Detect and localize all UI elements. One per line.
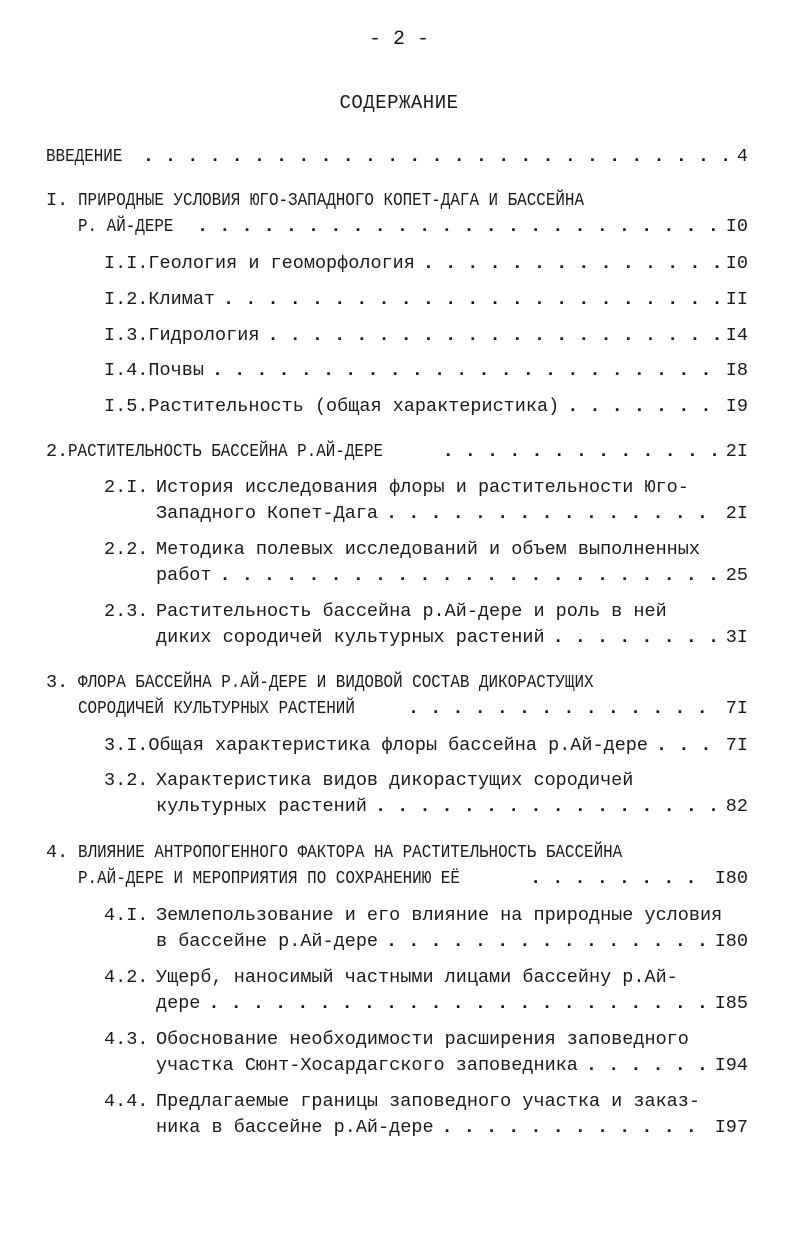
toc-entry-4-1-line2 [156,931,748,957]
page-ref: I9 [725,396,748,417]
section-number: 2.3. [104,601,149,622]
toc-entry-4-4-line1 [104,1091,748,1117]
section-number: 4.3. [104,1029,149,1050]
chapter-number: I. [46,190,69,211]
toc-entry-4-2-line1 [104,967,748,993]
chapter-title-cont: Р. АЙ-ДЕРЕ [78,216,174,237]
toc-chapter-2 [46,441,748,467]
dot-leader [586,1055,709,1076]
dot-leader [442,1117,709,1138]
toc-entry-intro [46,146,748,172]
toc-entry-4-1-line1 [104,905,748,931]
chapter-number: 3. [46,672,69,693]
toc-entry-1-2 [104,289,748,315]
section-number: 4.I. [104,905,149,926]
page-ref: 82 [725,796,748,817]
section-title: Гидрология [148,325,260,346]
dot-leader [223,289,720,310]
section-title-cont: участка Сюнт-Хосардагского заповедника [156,1055,578,1076]
chapter-title: РАСТИТЕЛЬНОСТЬ БАССЕЙНА Р.АЙ-ДЕРЕ [68,441,384,462]
dot-leader [375,796,720,817]
toc-chapter-3-line1 [46,672,748,698]
toc-entry-4-4-line2 [156,1117,748,1143]
page-ref: I85 [714,993,748,1014]
section-title-cont: культурных растений [156,796,367,817]
section-number: I.5. [104,396,149,417]
toc-entry-3-2-line2 [156,796,748,822]
section-title: Землепользование и его влияние на природные условия [156,905,723,926]
chapter-number: 2. [46,441,69,462]
dot-leader [567,396,720,417]
section-number: 2.I. [104,477,149,498]
dot-leader [143,146,731,167]
section-number: I.I. [104,253,149,274]
dot-leader [423,253,720,274]
page-ref: I0 [725,216,748,237]
section-title-cont: дере [156,993,201,1014]
dot-leader [408,698,720,719]
chapter-title-cont: СОРОДИЧЕЙ КУЛЬТУРНЫХ РАСТЕНИЙ [78,698,355,719]
chapter-title: ВЛИЯНИЕ АНТРОПОГЕННОГО ФАКТОРА НА РАСТИТЕЛЬНОСТЬ БАССЕЙНА [78,842,623,863]
toc-entry-4-2-line2 [156,993,748,1019]
page-ref: I4 [725,325,748,346]
toc-entry-4-3-line2 [156,1055,748,1081]
dot-leader [386,503,720,524]
page-ref: I80 [714,931,748,952]
section-title: Методика полевых исследований и объем выполненных [156,539,700,560]
section-title: Климат [148,289,216,310]
toc-title: СОДЕРЖАНИЕ [339,92,459,114]
chapter-title: ФЛОРА БАССЕЙНА Р.АЙ-ДЕРЕ И ВИДОВОЙ СОСТАВ ДИКОРАСТУЩИХ [78,672,594,693]
toc-entry-2-2-line2 [156,565,748,591]
section-number: 4.4. [104,1091,149,1112]
page-ref: 4 [736,146,748,167]
page-number: - 2 - [368,28,429,51]
section-title: Почвы [148,360,204,381]
page-ref: I97 [714,1117,748,1138]
section-title: Характеристика видов дикорастущих сородичей [156,770,634,791]
section-number: I.4. [104,360,149,381]
toc-entry-1-3 [104,325,748,351]
section-title-cont: диких сородичей культурных растений [156,627,545,648]
section-title: Общая характеристика флоры бассейна р.Ай-дере [148,735,649,756]
page-ref: 2I [725,441,748,462]
section-number: 4.2. [104,967,149,988]
page-ref: 2I [725,503,748,524]
toc-entry-2-2-line1 [104,539,748,565]
section-title-cont: Западного Копет-Дага [156,503,379,524]
entry-label: ВВЕДЕНИЕ [46,146,123,167]
toc-entry-4-3-line1 [104,1029,748,1055]
page-ref: I0 [725,253,748,274]
section-number: I.3. [104,325,149,346]
section-title: Растительность (общая характеристика) [148,396,560,417]
page-ref: 25 [725,565,748,586]
section-title: Геология и геоморфология [148,253,415,274]
section-title-cont: в бассейне р.Ай-дере [156,931,379,952]
section-number: 3.2. [104,770,149,791]
toc-chapter-3-line2 [78,698,748,724]
section-title: История исследования флоры и растительности Юго- [156,477,689,498]
page-ref: I80 [714,868,748,889]
dot-leader [443,441,720,462]
toc-entry-2-1-line1 [104,477,748,503]
section-number: I.2. [104,289,149,310]
toc-entry-1-5 [104,396,748,422]
section-title: Обоснование необходимости расширения заповедного [156,1029,689,1050]
section-title-cont: работ [156,565,212,586]
chapter-number: 4. [46,842,69,863]
page-ref: II [725,289,748,310]
toc-chapter-4-line2 [78,868,748,894]
toc-entry-2-1-line2 [156,503,748,529]
section-number: 2.2. [104,539,149,560]
section-title-cont: ника в бассейне р.Ай-дере [156,1117,434,1138]
section-number: 3.I. [104,735,149,756]
toc-entry-2-3-line1 [104,601,748,627]
dot-leader [656,735,720,756]
chapter-title-cont: Р.АЙ-ДЕРЕ И МЕРОПРИЯТИЯ ПО СОХРАНЕНИЮ ЕЁ [78,868,460,889]
section-title: Ущерб, наносимый частными лицами бассейну р.Ай- [156,967,678,988]
dot-leader [197,216,720,237]
toc-entry-3-1 [104,735,748,761]
toc-chapter-4-line1 [46,842,748,868]
toc-entry-1-4 [104,360,748,386]
page-ref: 3I [725,627,748,648]
toc-chapter-1-line2 [78,216,748,242]
section-title: Растительность бассейна р.Ай-дере и роль в ней [156,601,667,622]
dot-leader [553,627,720,648]
page-ref: 7I [725,698,748,719]
dot-leader [212,360,720,381]
dot-leader [208,993,708,1014]
chapter-title: ПРИРОДНЫЕ УСЛОВИЯ ЮГО-ЗАПАДНОГО КОПЕТ-ДАГА И БАССЕЙНА [78,190,585,211]
toc-entry-1-1 [104,253,748,279]
page-ref: I8 [725,360,748,381]
toc-entry-3-2-line1 [104,770,748,796]
toc-entry-2-3-line2 [156,627,748,653]
page-ref: I94 [714,1055,748,1076]
dot-leader [267,325,719,346]
dot-leader [220,565,720,586]
dot-leader [530,868,709,889]
toc-chapter-1-line1 [46,190,748,216]
page-ref: 7I [725,735,748,756]
dot-leader [386,931,709,952]
section-title: Предлагаемые границы заповедного участка и заказ- [156,1091,700,1112]
